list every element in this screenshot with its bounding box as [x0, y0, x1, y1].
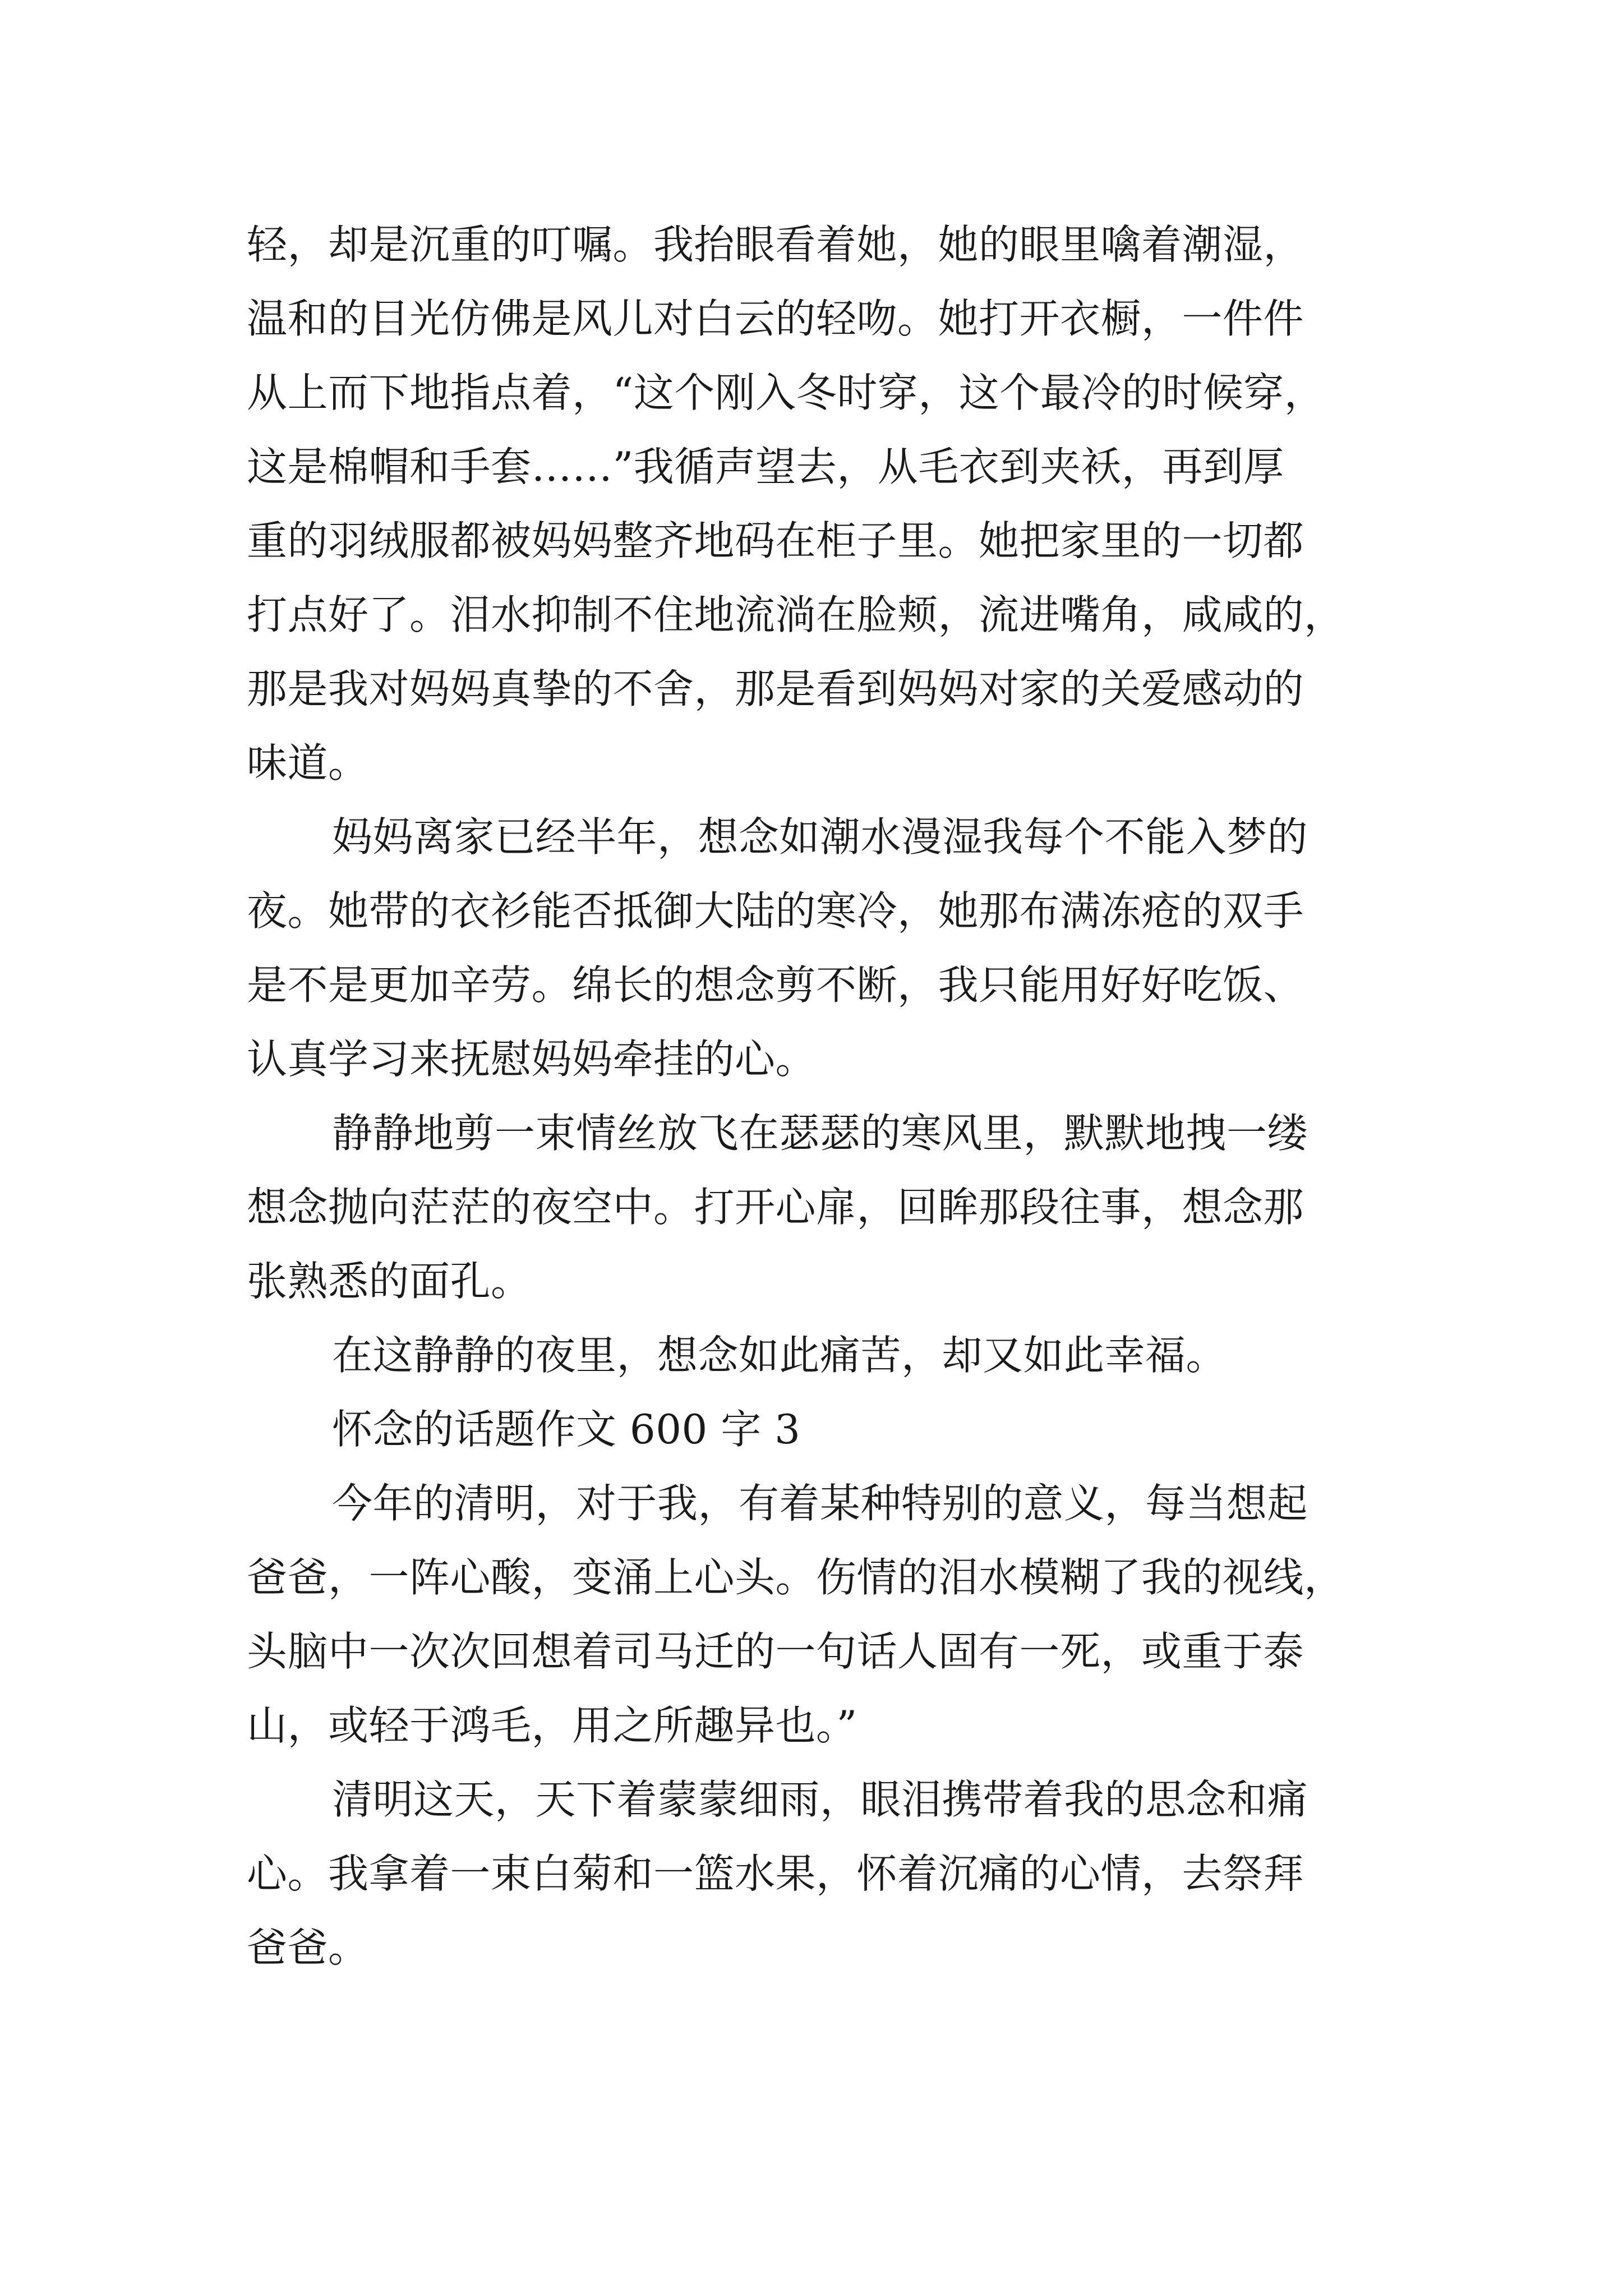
text-line: 山，或轻于鸿毛，用之所趣异也。”: [247, 1702, 857, 1749]
text-line: 心。我拿着一束白菊和一篮水果，怀着沉痛的心情，去祭拜: [247, 1850, 1304, 1897]
text-line: 头脑中一次次回想着司马迁的一句话人固有一死，或重于泰: [247, 1628, 1304, 1675]
text-line: 认真学习来抚慰妈妈牵挂的心。: [247, 1036, 817, 1083]
text-line: 想念抛向茫茫的夜空中。打开心扉，回眸那段往事，想念那: [247, 1184, 1304, 1231]
text-line: 这是棉帽和手套……”我循声望去，从毛衣到夹袄，再到厚: [247, 443, 1284, 490]
text-line: 重的羽绒服都被妈妈整齐地码在柜子里。她把家里的一切都: [247, 517, 1304, 564]
text-line: 夜。她带的衣衫能否抵御大陆的寒冷，她那布满冻疮的双手: [247, 887, 1304, 935]
text-line: 在这静静的夜里，想念如此痛苦，却又如此幸福。: [332, 1332, 1227, 1379]
text-line: 那是我对妈妈真挚的不舍，那是看到妈妈对家的关爱感动的: [247, 665, 1304, 712]
document-body: [247, 208, 1380, 1985]
text-line: 是不是更加辛劳。绵长的想念剪不断，我只能用好好吃饭、: [247, 961, 1304, 1009]
text-line: 静静地剪一束情丝放飞在瑟瑟的寒风里，默默地拽一缕: [332, 1110, 1308, 1157]
text-line: 从上而下地指点着，“这个刚入冬时穿，这个最冷的时候穿，: [247, 369, 1325, 416]
text-line: 爸爸。: [247, 1924, 369, 1971]
text-line: 怀念的话题作文 600 字 3: [332, 1406, 801, 1453]
text-line: 打点好了。泪水抑制不住地流淌在脸颊，流进嘴角，咸咸的，: [247, 591, 1345, 638]
text-line: 温和的目光仿佛是风儿对白云的轻吻。她打开衣橱，一件件: [247, 295, 1304, 342]
text-line: 妈妈离家已经半年，想念如潮水漫湿我每个不能入梦的: [332, 813, 1308, 861]
text-line: 张熟悉的面孔。: [247, 1258, 532, 1305]
text-line: 味道。: [247, 739, 369, 786]
text-line: 今年的清明，对于我，有着某种特别的意义，每当想起: [332, 1480, 1308, 1527]
text-line: 轻，却是沉重的叮嘱。我抬眼看着她，她的眼里噙着潮湿，: [247, 221, 1304, 268]
text-line: 爸爸，一阵心酸，变涌上心头。伤情的泪水模糊了我的视线，: [247, 1554, 1345, 1601]
text-line: 清明这天，天下着蒙蒙细雨，眼泪携带着我的思念和痛: [332, 1776, 1308, 1823]
